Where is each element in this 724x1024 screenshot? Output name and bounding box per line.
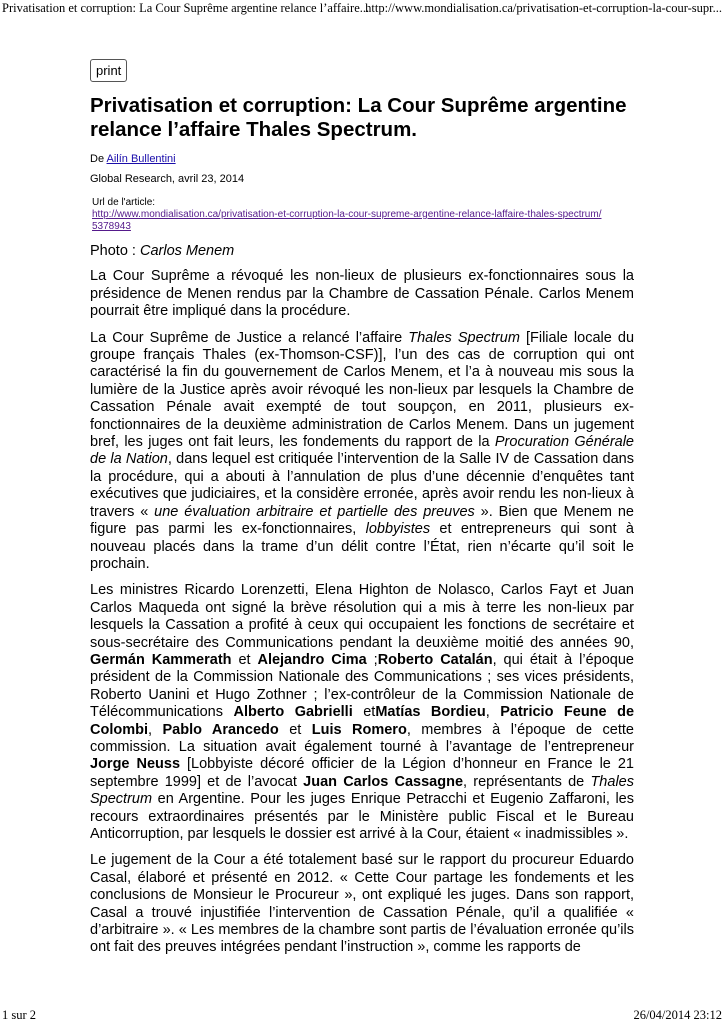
url-label: Url de l'article:	[92, 197, 156, 208]
paragraph	[90, 852, 634, 956]
italic-text: Thales Spectrum	[408, 329, 520, 346]
text-segment: , membres à l’époque de cette commission. La situation avait également tourné à l’avantage de l’entrepreneur	[90, 721, 634, 755]
text-segment: ,	[485, 704, 501, 721]
article-title: Privatisation et corruption: La Cour Suprême argentine relance l’affaire Thales Spectrum.	[90, 94, 627, 141]
text-segment: ;	[366, 651, 378, 668]
italic-text: Thales Spectrum	[90, 773, 634, 808]
text-segment: en Argentine. Pour les juges Enrique Petracchi et Eugenio Zaffaroni, les recours extraordinaires présentés par le Ministère public Fiscal et le Bureau Anticorruption, par lesquels le dossier est arrivé à la Cour, étaient « inadmissibles ».	[90, 791, 634, 842]
bold-name: Juan Carlos Cassagne	[303, 773, 464, 790]
text-segment: et	[352, 704, 376, 721]
text-segment: , dans lequel est critiquée l’intervention de la Salle IV de Cassation dans la procédure, qui a abouti à l’annulation de plus d’une décennie d’enquêtes tant exécutives que judiciaires, et la considère erronée, après avoir rendu les non-lieux à travers «	[90, 451, 634, 520]
text-segment: La Cour Suprême a révoqué les non-lieux de plusieurs ex-fonctionnaires sous la présidence de Menen rendus par la Chambre de Cassation Pénale. Carlos Menem pourrait être impliqué dans la procédure.	[90, 268, 634, 320]
bold-name: Luis Romero	[311, 721, 407, 738]
paragraph	[90, 268, 634, 320]
article-url-block	[92, 197, 634, 233]
article-url-link[interactable]: http://www.mondialisation.ca/privatisation-et-corruption-la-cour-supreme-argentine-relance-laffaire-thales-spectrum/5378943	[92, 209, 602, 232]
text-segment: , représentants de	[463, 773, 591, 790]
byline-prefix: De	[90, 153, 105, 165]
text-segment: ». Bien que Menem ne figure pas parmi les ex-fonctionnaires,	[90, 503, 634, 538]
italic-text: Procuration Générale de la Nation	[90, 434, 634, 468]
text-segment: [Lobbyiste décoré officier de la Légion d’honneur en France le 21 septembre 1999] et de l’avocat	[90, 756, 634, 790]
bold-name: Germán Kammerath	[90, 651, 232, 668]
text-segment: et	[231, 651, 258, 668]
bold-name: Roberto Catalán	[377, 651, 493, 668]
article-body	[90, 268, 634, 956]
text-segment: ,	[148, 721, 163, 738]
text-segment: et	[278, 721, 312, 738]
photo-name: Carlos Menem	[139, 243, 235, 259]
text-segment: [Filiale locale du groupe français Thales (ex-Thomson-CSF)], l’un des cas de corruption qui ont caractérisé la fin du gouvernement de Carlos Menem, et l’a à nouveau mis sous la lumière de la Justice après avoir révoqué les non-lieux par lesquels la Chambre de Cassation Pénale avait exempté de tout soupçon, en 2011, plusieurs ex-fonctionnaires de la deuxième administration de Carlos Menem. Dans un jugement bref, les juges ont fait leurs, les fondements du rapport de la	[90, 329, 635, 451]
print-header-title: Privatisation et corruption: La Cour Suprême argentine relance l’affaire...	[2, 1, 370, 15]
bold-name: Alejandro Cima	[257, 651, 367, 668]
italic-text: lobbyistes	[365, 521, 431, 538]
source-date: Global Research, avril 23, 2014	[90, 173, 245, 185]
photo-prefix: Photo :	[90, 243, 140, 259]
author-link[interactable]: Ailín Bullentini	[106, 153, 176, 165]
paragraph	[90, 330, 634, 574]
print-button[interactable]: print	[90, 59, 127, 82]
text-segment: La Cour Suprême de Justice a relancé l’affaire	[90, 329, 409, 346]
byline	[90, 153, 634, 166]
bold-name: Matías Bordieu	[375, 704, 486, 721]
bold-name: Jorge Neuss	[90, 756, 181, 773]
text-segment: Les ministres Ricardo Lorenzetti, Elena Highton de Nolasco, Carlos Fayt et Juan Carlos Maqueda ont signé la brève résolution qui a mis à terre les non-lieux par lesquels la Cassation a profité à ceux qui occupaient les fonctions de secrétaire et sous-secrétaire des Communications pendant la deuxième moitié des années 90,	[90, 582, 634, 651]
italic-text: une évaluation arbitraire et partielle des preuves	[154, 503, 475, 520]
bold-name: Patricio Feune de Colombi	[90, 704, 635, 738]
photo-caption	[90, 243, 634, 260]
text-segment: et entrepreneurs qui sont à nouveau placés dans la trame d’un délit contre l’État, rien n’écarte qu’il soit le prochain.	[90, 521, 634, 572]
bold-name: Alberto Gabrielli	[233, 704, 353, 721]
print-date: 26/04/2014 23:12	[633, 1008, 722, 1022]
text-segment: Le jugement de la Cour a été totalement basé sur le rapport du procureur Eduardo Casal, élaboré et présenté en 2012. « Cette Cour partage les fondements et les conclusions de Monsieur le Procureur », ont expliqué les juges. Dans son rapport, Casal a trouvé injustifiée l’intervention de Cassation Pénale, qu’il a qualifiée « d’arbitraire ». « Les membres de la chambre sont partis de l’évaluation erronée qu’ils ont fait des preuves intégrées pendant l’instruction », comme les rapports de	[90, 852, 634, 956]
print-header-url: http://www.mondialisation.ca/privatisation-et-corruption-la-cour-supr...	[365, 1, 722, 15]
paragraph	[90, 582, 634, 843]
text-segment: , qui était à l’époque président de la Commission Nationale des Communications ; ses vices présidents, Roberto Uanini et Hugo Zothner ; l’ex-contrôleur de la Commission Nationale de Télécommunications	[90, 651, 634, 721]
bold-name: Pablo Arancedo	[162, 721, 279, 738]
page-number: 1 sur 2	[2, 1008, 37, 1022]
article	[90, 59, 634, 966]
